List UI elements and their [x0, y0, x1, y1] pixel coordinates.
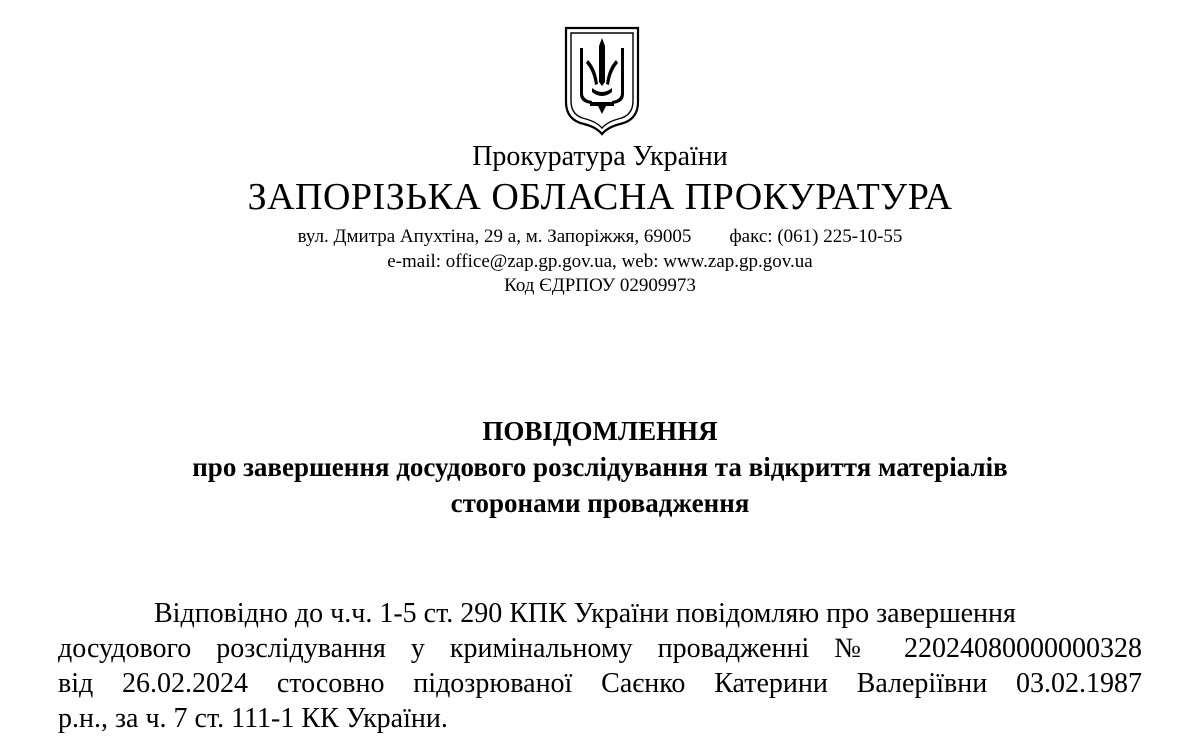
- body-paragraph-line: від 26.02.2024 стосовно підозрюваної Саєнко Катерини Валеріївни 03.02.1987: [58, 668, 1142, 699]
- notice-title: ПОВІДОМЛЕННЯ: [482, 416, 718, 446]
- notice-subtitle-line: про завершення досудового розслідування та відкриття матеріалів: [192, 452, 1008, 482]
- body-paragraph-line: Відповідно до ч.ч. 1-5 ст. 290 КПК України повідомляю про завершення: [154, 598, 1016, 629]
- office-address: вул. Дмитра Апухтіна, 29 а, м. Запоріжжя, 69005: [297, 226, 692, 247]
- authority-name: Прокуратура України: [472, 141, 728, 172]
- body-paragraph-line: р.н., за ч. 7 ст. 111-1 КК України.: [58, 703, 448, 734]
- office-title: ЗАПОРІЗЬКА ОБЛАСНА ПРОКУРАТУРА: [247, 176, 953, 218]
- address-line: [0, 227, 1200, 246]
- contacts-line: e-mail: office@zap.gp.gov.ua, web: www.zap.gp.gov.ua: [387, 251, 813, 272]
- body-paragraph-line: досудового розслідування у кримінальному провадженні № 22024080000000328: [58, 633, 1142, 664]
- office-fax: факс: (061) 225-10-55: [729, 226, 903, 247]
- trident-coat-of-arms-icon: [562, 24, 642, 136]
- notice-subtitle-line: сторонами провадження: [450, 488, 750, 518]
- edrpou-code: Код ЄДРПОУ 02909973: [504, 275, 696, 296]
